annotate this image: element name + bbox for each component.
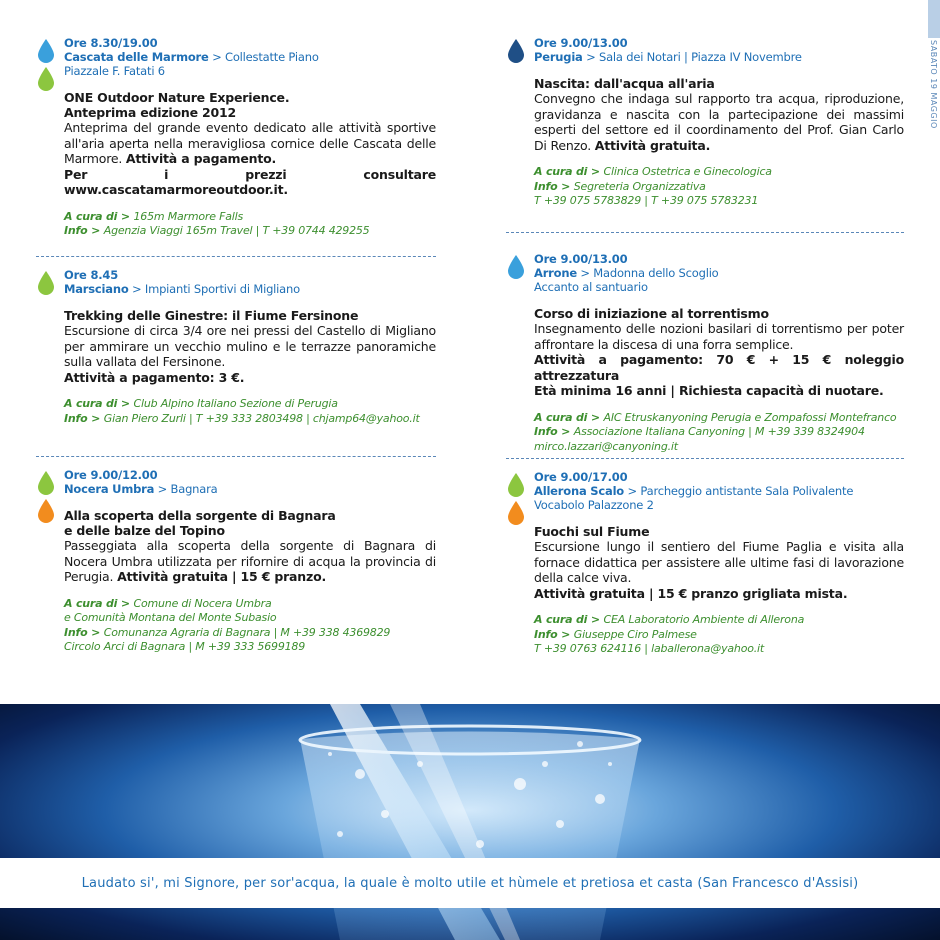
event-time: Ore 9.00/13.00 bbox=[534, 36, 628, 50]
event-location: Bagnara bbox=[170, 482, 218, 496]
acura-value: 165m Marmore Falls bbox=[133, 209, 244, 223]
info-value: Segreteria Organizzativa bbox=[573, 179, 706, 193]
side-accent-bar bbox=[928, 0, 940, 38]
event-right-2 bbox=[506, 470, 904, 657]
event-town: Cascata delle Marmore bbox=[64, 50, 209, 64]
info-prefix: Info > bbox=[534, 179, 574, 193]
green-drop-icon bbox=[506, 472, 526, 498]
event-town: Perugia bbox=[534, 50, 583, 64]
info-prefix: Info > bbox=[64, 411, 104, 425]
event-time: Ore 9.00/17.00 bbox=[534, 470, 628, 484]
acura-prefix: A cura di > bbox=[534, 613, 604, 626]
acura-line bbox=[64, 397, 436, 412]
acura-value: AIC Etruskanyoning Perugia e Zompafossi Montefranco bbox=[603, 410, 897, 424]
acura-prefix: A cura di > bbox=[64, 209, 134, 223]
drop-icons bbox=[36, 470, 58, 526]
event-place bbox=[534, 50, 904, 64]
event-description bbox=[534, 91, 904, 153]
info-prefix: Info > bbox=[534, 627, 574, 641]
info-line-2: T +39 0763 624116 | laballerona@yahoo.it bbox=[534, 642, 765, 655]
event-title bbox=[534, 524, 904, 539]
dashed-divider bbox=[506, 232, 904, 233]
event-time: Ore 9.00/12.00 bbox=[64, 468, 158, 482]
place-arrow: > bbox=[624, 484, 641, 498]
event-title-line: e delle balze del Topino bbox=[64, 523, 225, 538]
info-value: Giuseppe Ciro Palmese bbox=[573, 627, 697, 641]
acura-value: Comune di Nocera Umbra bbox=[133, 596, 272, 610]
event-time: Ore 9.00/13.00 bbox=[534, 252, 628, 266]
quote-band bbox=[0, 858, 940, 908]
event-location: Parcheggio antistante Sala Polivalente bbox=[640, 484, 854, 498]
info-line bbox=[534, 180, 904, 195]
event-left-1 bbox=[36, 268, 436, 426]
place-arrow: > bbox=[128, 282, 145, 296]
event-title-line: Trekking delle Ginestre: il Fiume Fersinone bbox=[64, 308, 359, 323]
event-location-2: Piazzale F. Fatati 6 bbox=[64, 64, 165, 78]
event-location-2: Accanto al santuario bbox=[534, 280, 648, 294]
event-title-line: Anteprima edizione 2012 bbox=[64, 105, 237, 120]
info-line-2: T +39 075 5783829 | T +39 075 5783231 bbox=[534, 194, 759, 207]
event-credits bbox=[534, 165, 904, 209]
info-line bbox=[64, 224, 436, 239]
event-town: Marsciano bbox=[64, 282, 129, 296]
info-line bbox=[64, 626, 436, 641]
event-right-0 bbox=[506, 36, 904, 209]
place-arrow: > bbox=[208, 50, 225, 64]
acura-value: Clinica Ostetrica e Ginecologica bbox=[603, 165, 772, 178]
event-location-2: Vocabolo Palazzone 2 bbox=[534, 498, 654, 512]
event-credits bbox=[534, 613, 904, 657]
drop-icons bbox=[506, 38, 528, 66]
place-arrow: > bbox=[576, 266, 594, 280]
dashed-divider bbox=[36, 456, 436, 457]
info-prefix: Info > bbox=[64, 625, 104, 639]
acura-prefix: A cura di > bbox=[534, 165, 604, 178]
green-drop-icon bbox=[36, 270, 56, 296]
event-place bbox=[64, 482, 436, 496]
blue-drop-icon bbox=[36, 38, 56, 64]
info-value: Gian Piero Zurli | T +39 333 2803498 | chjamp64@yahoo.it bbox=[103, 411, 420, 425]
green-drop-icon bbox=[36, 66, 56, 92]
event-title-line: Corso di iniziazione al torrentismo bbox=[534, 306, 769, 321]
event-location: Impianti Sportivi di Migliano bbox=[144, 282, 300, 296]
acura-prefix: A cura di > bbox=[534, 410, 604, 424]
dashed-divider bbox=[36, 256, 436, 257]
info-line-2: mirco.lazzari@canyoning.it bbox=[534, 439, 678, 453]
quote-caption: Laudato si', mi Signore, per sor'acqua, la quale è molto utile et hùmele et pretiosa et casta (San Francesco d'Assisi) bbox=[81, 875, 859, 891]
desc-bold-2: Attività a pagamento: 70 € + 15 € noleggio attrezzatura bbox=[534, 352, 904, 383]
acura-line bbox=[534, 613, 904, 628]
event-credits bbox=[534, 411, 904, 455]
event-credits bbox=[64, 597, 436, 655]
event-title bbox=[64, 508, 436, 538]
desc-bold: Attività a pagamento. bbox=[125, 151, 277, 166]
blue-drop-icon bbox=[506, 254, 526, 280]
event-title-line: Alla scoperta della sorgente di Bagnara bbox=[64, 508, 336, 523]
event-town: Allerona Scalo bbox=[534, 484, 625, 498]
orange-drop-icon bbox=[36, 498, 56, 524]
event-title-line: Fuochi sul Fiume bbox=[534, 524, 650, 539]
event-description bbox=[64, 120, 436, 198]
drop-icons bbox=[506, 472, 528, 528]
desc-text: Escursione lungo il sentiero del Fiume Paglia e visita alla fornace didattica per assistere alle ultime fasi di lavorazione della calce viva. bbox=[534, 539, 904, 585]
desc-bold-2: Attività gratuita | 15 € pranzo grigliata mista. bbox=[534, 585, 848, 601]
acura-line-2: e Comunità Montana del Monte Subasio bbox=[64, 611, 277, 624]
side-date-label: SABATO 19 MAGGIO bbox=[929, 40, 938, 129]
desc-text: Anteprima del grande evento dedicato alle attività sportive all'aria aperta nella meravigliosa cornice delle Cascata delle Marmore. bbox=[64, 120, 436, 166]
event-title bbox=[64, 90, 436, 120]
event-title-line: ONE Outdoor Nature Experience. bbox=[64, 90, 290, 105]
orange-drop-icon bbox=[506, 500, 526, 526]
info-prefix: Info > bbox=[64, 224, 104, 237]
dashed-divider bbox=[506, 458, 904, 459]
acura-prefix: A cura di > bbox=[64, 596, 134, 610]
desc-text: Insegnamento delle nozioni basilari di torrentismo per poter affrontare la discesa di una forra semplice. bbox=[534, 321, 904, 352]
event-description bbox=[64, 538, 436, 585]
info-line bbox=[534, 425, 904, 440]
info-line bbox=[534, 628, 904, 643]
event-credits bbox=[64, 210, 436, 239]
event-town: Nocera Umbra bbox=[64, 482, 155, 496]
acura-line bbox=[64, 597, 436, 612]
event-location: Sala dei Notari | Piazza IV Novembre bbox=[598, 50, 802, 64]
acura-line bbox=[534, 411, 904, 426]
acura-value: Club Alpino Italiano Sezione di Perugia bbox=[133, 397, 338, 410]
drop-icons bbox=[36, 38, 58, 94]
acura-line bbox=[534, 165, 904, 180]
event-time: Ore 8.45 bbox=[64, 268, 119, 282]
drop-icons bbox=[36, 270, 58, 298]
event-title bbox=[534, 306, 904, 321]
desc-bold-3: Età minima 16 anni | Richiesta capacità di nuotare. bbox=[534, 383, 884, 398]
desc-text: Escursione di circa 3/4 ore nei pressi del Castello di Migliano per ammirare un vecchio mulino e le terrazze panoramiche sulla vallata del Fersinone. bbox=[64, 323, 436, 369]
acura-value: CEA Laboratorio Ambiente di Allerona bbox=[603, 613, 805, 626]
place-arrow: > bbox=[582, 50, 599, 64]
navy-drop-icon bbox=[506, 38, 526, 64]
place-arrow: > bbox=[154, 482, 171, 496]
desc-bold: Attività gratuita. bbox=[594, 137, 711, 153]
green-drop-icon bbox=[36, 470, 56, 496]
event-left-2 bbox=[36, 468, 436, 655]
info-line-2: Circolo Arci di Bagnara | M +39 333 5699189 bbox=[64, 640, 306, 653]
event-place bbox=[64, 282, 436, 296]
info-value: Comunanza Agraria di Bagnara | M +39 338 4369829 bbox=[103, 625, 391, 639]
event-left-0 bbox=[36, 36, 436, 239]
event-title bbox=[534, 76, 904, 91]
acura-line bbox=[64, 210, 436, 225]
event-right-1 bbox=[506, 252, 904, 454]
event-description bbox=[534, 321, 904, 399]
event-place bbox=[64, 50, 436, 64]
desc-bold-2: Per i prezzi consultare www.cascatamarmoreoutdoor.it. bbox=[64, 166, 436, 197]
desc-bold: Attività gratuita | 15 € pranzo. bbox=[117, 569, 327, 584]
event-location: Madonna dello Scoglio bbox=[593, 266, 719, 280]
event-town: Arrone bbox=[534, 266, 577, 280]
event-time: Ore 8.30/19.00 bbox=[64, 36, 158, 50]
drop-icons bbox=[506, 254, 528, 282]
event-place bbox=[534, 266, 904, 280]
info-value: Associazione Italiana Canyoning | M +39 339 8324904 bbox=[573, 425, 865, 438]
info-value: Agenzia Viaggi 165m Travel | T +39 0744 429255 bbox=[103, 224, 370, 237]
event-credits bbox=[64, 397, 436, 426]
acura-prefix: A cura di > bbox=[64, 397, 134, 410]
event-description bbox=[534, 539, 904, 601]
desc-bold-2: Attività a pagamento: 3 €. bbox=[64, 369, 245, 385]
event-location: Collestatte Piano bbox=[225, 50, 319, 64]
event-title-line: Nascita: dall'acqua all'aria bbox=[534, 76, 715, 91]
event-place bbox=[534, 484, 904, 498]
desc-text: Convegno che indaga sul rapporto tra acqua, riproduzione, gravidanza e nascita con la partecipazione dei massimi esperti del settore ed il coordinamento del Prof. Gian Carlo Di Renzo. bbox=[534, 91, 904, 153]
info-prefix: Info > bbox=[534, 425, 574, 438]
event-title bbox=[64, 308, 436, 323]
event-description bbox=[64, 323, 436, 385]
info-line bbox=[64, 412, 436, 427]
desc-text: Passeggiata alla scoperta della sorgente di Bagnara di Nocera Umbra utilizzata per rifornire di acqua la provincia di Perugia. bbox=[64, 538, 436, 584]
